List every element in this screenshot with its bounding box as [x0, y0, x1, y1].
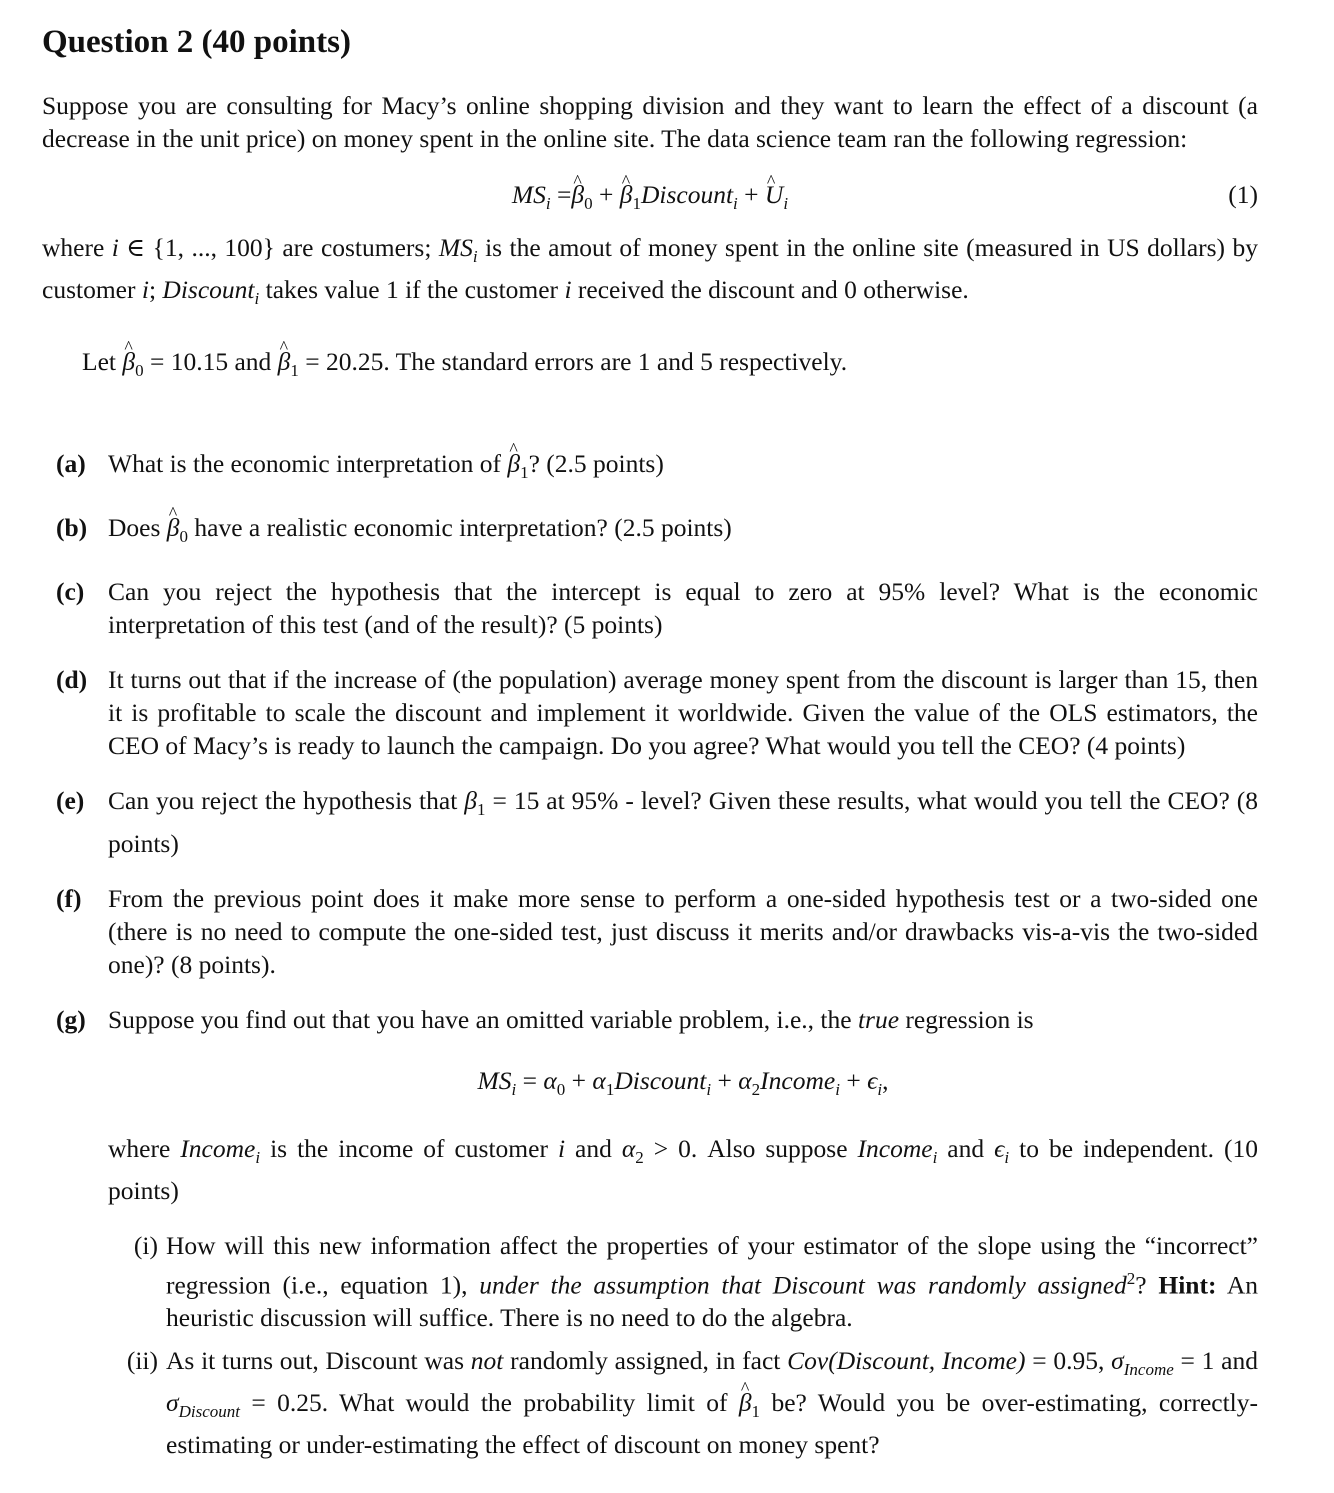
regression-equation — [42, 167, 1258, 223]
part-text: What is the economic interpretation of ^ $\beta_1$? (2.5 points) — [108, 447, 1258, 489]
part-text: It turns out that if the increase of (the population) average money spent from the discount is larger than 15, then it is profitable to scale the discount and implement it worldwide. Given the value of the OLS estimators, the CEO of Macy’s is ready to launch the campaign. Do you agree? What would you tell the CEO? (4 points) — [108, 665, 1258, 761]
sub-part-ii — [108, 1344, 1258, 1461]
sub-part-text: How will this new information affect the properties of your estimator of the slope using the “incorrect” regression (i.e., equation 1), under the assumption that Discount was randomly assigned$^2$? Hint: An heuristic discussion will suffice. There is no need to do the algebra. — [166, 1230, 1258, 1333]
equation-body: $MS_i$ =^ $\beta_0$ + ^ $\beta_1Discount_i$ + ^ $U_i$ — [42, 167, 1258, 232]
income-assumptions: where Income$_i$ is the income of customer i and $\alpha_2 > 0$. Also suppose Income$_i$ and $\epsilon_i$ to be independent. (10 points) — [108, 1133, 1258, 1205]
part-text: Suppose you find out that you have an omitted variable problem, i.e., the true regression is $MS_i = \alpha_0$ + $\alpha_1Discount_i$ + $\alpha_2Income_i + \epsilon_i$, where Income$_i$ is the income of customer i and $\alpha_2 > 0$. Also suppose Income$_i$ and $\epsilon_i$ to be independent. (10 points) (i) How will this new information affect the properties of your estimator of the slope using the “incorrect” regression (i.e., equation 1), under the assumption that Discount was randomly assigned$^2$? Hint: An heuristic discussion will suffice. There is no need to do the algebra. (ii) As it turns out, Discount was not randomly assigned, in fact Cov(Discount, Income) = 0.95, $\sigma_{Income} = 1$ and $\sigma_{Discount} = 0.25$. What would the probability limit of ^ $\beta_1$ be? Would you be over-estimating, correctly-estimating or under-estimating the effect of discount on money spent? — [108, 1003, 1258, 1472]
part-g — [42, 1003, 1258, 1472]
part-label: (c) — [56, 577, 85, 607]
question-page — [42, 18, 1258, 1493]
sub-parts — [108, 1229, 1258, 1462]
part-label: (g) — [56, 1004, 86, 1034]
equation-number: (1) — [1228, 180, 1258, 209]
part-d — [42, 663, 1258, 762]
true-regression-equation: $MS_i = \alpha_0$ + $\alpha_1Discount_i$ + $\alpha_2Income_i + \epsilon_i$, — [477, 1065, 889, 1099]
part-text: Does ^ $\beta_0$ have a realistic economic interpretation? (2.5 points) — [108, 511, 1258, 553]
part-b — [42, 511, 1258, 553]
part-label: (d) — [56, 665, 88, 695]
sub-part-label: (i) — [133, 1230, 158, 1260]
part-text: Can you reject the hypothesis that the intercept is equal to zero at 95% level? What is the economic interpretation of this test (and of the result)? (5 points) — [108, 577, 1258, 640]
part-c — [42, 575, 1258, 641]
part-text: Can you reject the hypothesis that $\beta_1 = 15$ at 95% - level? Given these results, what would you tell the CEO? (8 points) — [108, 786, 1258, 858]
part-label: (b) — [56, 513, 88, 543]
part-text: From the previous point does it make more sense to perform a one-sided hypothesis test or a two-sided one (there is no need to compute the one-sided test, just discuss it merits and/or drawbacks vis-a-vis the two-sided one)? (8 points). — [108, 883, 1258, 979]
part-label: (f) — [56, 883, 82, 913]
question-parts — [42, 447, 1258, 1471]
sub-part-text: As it turns out, Discount was not randomly assigned, in fact Cov(Discount, Income) = 0.95, $\sigma_{Income} = 1$ and $\sigma_{Discount} = 0.25$. What would the probability limit of ^ $\beta_1$ be? Would you be over-estimating, correctly-estimating or under-estimating the effect of discount on money spent? — [166, 1344, 1258, 1461]
variable-definitions: where i ∈ {1, ..., 100} are costumers; $MS_i$ is the amout of money spent in the online site (measured in US dollars) by customer i; Discount$_i$ takes value 1 if the customer i received the discount and 0 otherwise. — [42, 233, 1259, 309]
part-a — [42, 447, 1258, 489]
estimates-statement: Let ^ $\beta_0 = 10.15$ and ^ $\beta_1 = 20.25$. The standard errors are 1 and 5 respectively. — [42, 345, 1258, 387]
intro-paragraph: Suppose you are consulting for Macy’s online shopping division and they want to learn the effect of a discount (a decrease in the unit price) on money spent in the online site. The data science team ran the following regression: — [42, 91, 1258, 153]
part-label: (a) — [56, 449, 86, 479]
part-label: (e) — [56, 786, 85, 816]
part-f — [42, 882, 1258, 981]
question-title: Question 2 (40 points) — [42, 24, 351, 60]
part-e — [42, 784, 1258, 859]
sub-part-i — [108, 1229, 1258, 1335]
sub-part-label: (ii) — [126, 1346, 158, 1376]
